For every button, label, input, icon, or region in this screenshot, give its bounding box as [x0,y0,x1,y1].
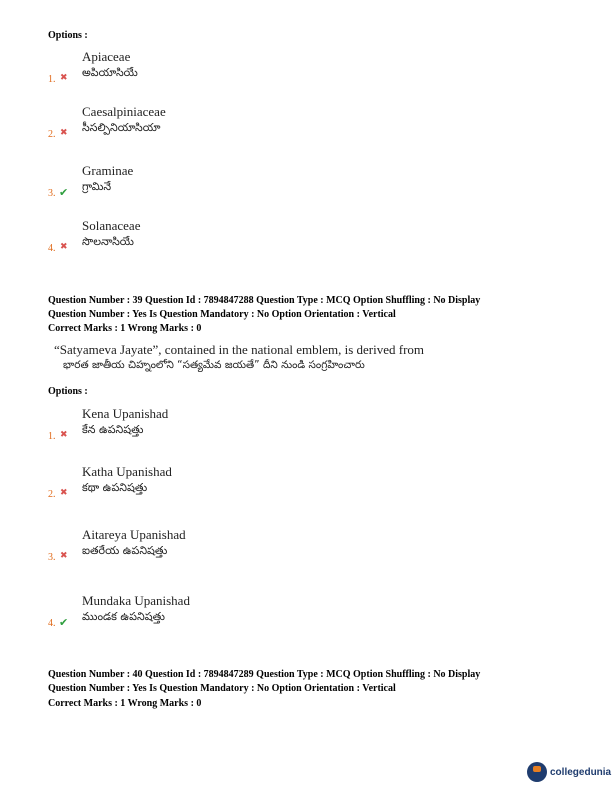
check-icon: ✔ [59,616,69,629]
option-text-telugu: సీసల్పినియాసియా [82,121,161,134]
question-text-english: “Satyameva Jayate”, contained in the national emblem, is derived from [54,342,425,357]
collegedunia-logo [527,762,611,782]
option-text-telugu: కథా ఉపనిషత్తు [82,481,148,494]
cross-icon: ✖ [60,242,68,252]
option-text-telugu: సొలనాసియే [82,235,134,248]
option-text-english: Graminae [82,163,134,178]
question-marks: Correct Marks : 1 Wrong Marks : 0 [48,698,202,709]
option-number: 3. [48,552,56,563]
option-text-telugu: అపియాసియే [82,66,138,79]
cross-icon: ✖ [60,73,68,83]
option-number: 2. [48,489,56,500]
option-text-english: Solanaceae [82,218,141,233]
question-text-telugu: భారత జాతీయ చిహ్నంలోని “సత్యమేవ జయతే” దీని నుండి సంగ్రహించారు [63,359,365,371]
option-number: 4. [48,243,56,254]
cross-icon: ✖ [60,128,68,138]
question-header-line2: Question Number : Yes Is Question Mandatory : No Option Orientation : Vertical [48,683,396,694]
option-number: 4. [48,618,56,629]
option-text-telugu: ముండక ఉపనిషత్తు [82,610,165,623]
logo-text: collegedunia [550,766,612,778]
question-header-line1: Question Number : 39 Question Id : 7894847288 Question Type : MCQ Option Shuffling : No Display [48,295,481,306]
cross-icon: ✖ [60,430,68,440]
option-text-english: Katha Upanishad [82,464,172,479]
question-header-line1: Question Number : 40 Question Id : 7894847289 Question Type : MCQ Option Shuffling : No Display [48,669,481,680]
cross-icon: ✖ [60,551,68,561]
check-icon: ✔ [59,186,69,199]
option-number: 2. [48,129,56,140]
option-text-english: Mundaka Upanishad [82,593,190,608]
option-text-telugu: గ్రామినే [82,180,112,193]
option-text-english: Kena Upanishad [82,406,169,421]
option-text-english: Apiaceae [82,49,131,64]
options-label: Options : [48,30,88,41]
option-text-english: Aitareya Upanishad [82,527,186,542]
option-text-english: Caesalpiniaceae [82,104,166,119]
options-label: Options : [48,386,88,397]
option-text-telugu: ఐతరేయ ఉపనిషత్తు [82,544,168,557]
cross-icon: ✖ [60,488,68,498]
option-number: 1. [48,431,56,442]
option-number: 1. [48,74,56,85]
question-marks: Correct Marks : 1 Wrong Marks : 0 [48,323,202,334]
option-number: 3. [48,188,56,199]
mortarboard-icon [527,762,547,782]
question-header-line2: Question Number : Yes Is Question Mandatory : No Option Orientation : Vertical [48,309,396,320]
option-text-telugu: కేన ఉపనిషత్తు [82,423,144,436]
